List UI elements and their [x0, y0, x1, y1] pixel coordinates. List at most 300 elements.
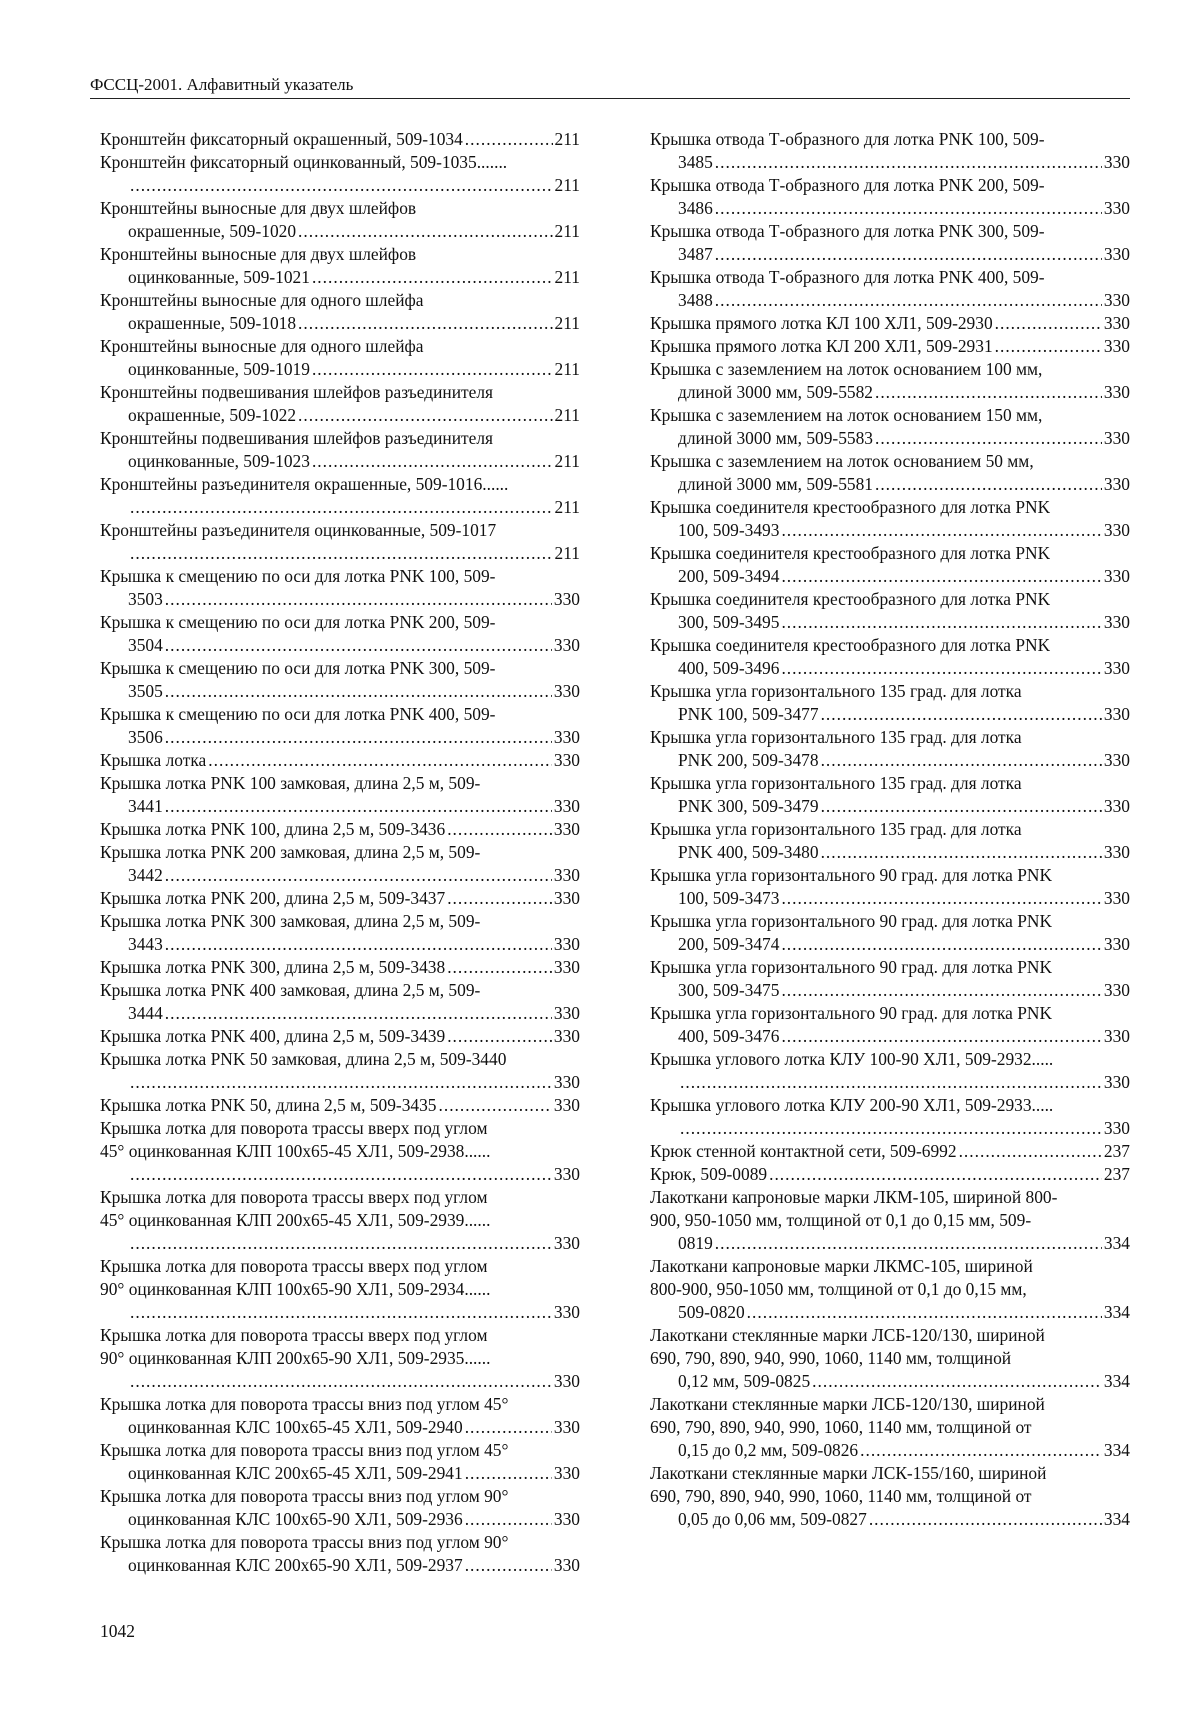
index-entry	[650, 956, 1130, 1002]
entry-text-line: оцинкованная КЛС 100х65-90 ХЛ1, 509-2936	[128, 1509, 463, 1529]
entry-leader-line	[100, 1301, 580, 1324]
entry-text-line: Крышка лотка PNK 300 замковая, длина 2,5 м, 509-	[100, 911, 481, 931]
entry-text-line: 90° оцинкованная КЛП 100х65-90 ХЛ1, 509-2934......	[100, 1279, 491, 1299]
entry-leader-line	[100, 726, 580, 749]
entry-page-ref: 330	[553, 750, 580, 770]
entry-text-line: 300, 509-3475	[678, 980, 780, 1000]
index-entry	[650, 634, 1130, 680]
entry-leader-line	[100, 795, 580, 818]
index-entry	[100, 611, 580, 657]
entry-leader-line	[100, 1554, 580, 1577]
dot-leader	[875, 427, 1102, 450]
entry-text-line: Лакоткани капроновые марки ЛКМ-105, шириной 800-	[650, 1187, 1058, 1207]
index-entry	[650, 496, 1130, 542]
entry-page-ref: 330	[553, 865, 580, 885]
index-entry	[100, 772, 580, 818]
entry-leader-line	[650, 312, 1130, 335]
index-entry	[100, 473, 580, 519]
dot-leader	[680, 1117, 1102, 1140]
index-entry	[650, 818, 1130, 864]
entry-text-line: 690, 790, 890, 940, 990, 1060, 1140 мм, толщиной от	[650, 1486, 1032, 1506]
entry-leader-line	[100, 1508, 580, 1531]
entry-leader-line	[650, 887, 1130, 910]
dot-leader	[165, 726, 552, 749]
entry-page-ref: 330	[553, 1417, 580, 1437]
entry-text-line: Крышка лотка PNK 200 замковая, длина 2,5 м, 509-	[100, 842, 481, 862]
index-entry	[650, 174, 1130, 220]
index-entry	[650, 450, 1130, 496]
entry-page-ref: 211	[554, 175, 580, 195]
entry-page-ref: 211	[554, 497, 580, 517]
entry-text-line: PNK 400, 509-3480	[678, 842, 819, 862]
entry-text-line: Крышка углового лотка КЛУ 200-90 ХЛ1, 509-2933.....	[650, 1095, 1054, 1115]
dot-leader	[130, 496, 553, 519]
entry-text-line: Крышка с заземлением на лоток основанием 150 мм,	[650, 405, 1043, 425]
entry-leader-line	[650, 427, 1130, 450]
entry-page-ref: 330	[553, 1233, 580, 1253]
entry-text-line: 100, 509-3493	[678, 520, 780, 540]
entry-page-ref: 330	[553, 1555, 580, 1575]
index-entry	[100, 1485, 580, 1531]
entry-page-ref: 330	[1103, 290, 1130, 310]
entry-page-ref: 211	[554, 221, 580, 241]
index-entry	[650, 1324, 1130, 1393]
entry-page-ref: 330	[553, 589, 580, 609]
dot-leader	[208, 749, 552, 772]
entry-text-line: Крышка углового лотка КЛУ 100-90 ХЛ1, 509-2932.....	[650, 1049, 1054, 1069]
dot-leader	[781, 933, 1101, 956]
entry-text-line: Крышка лотка для поворота трассы вверх под углом	[100, 1325, 488, 1345]
entry-leader-line	[100, 312, 580, 335]
entry-page-ref: 330	[1103, 244, 1130, 264]
entry-leader-line	[650, 841, 1130, 864]
entry-text-line: Крышка соединителя крестообразного для лотка PNK	[650, 635, 1051, 655]
index-entry	[650, 680, 1130, 726]
entry-page-ref: 211	[554, 313, 580, 333]
entry-text-line: Крышка лотка PNK 200, длина 2,5 м, 509-3437	[100, 888, 446, 908]
entry-text-line: Крышка лотка PNK 400 замковая, длина 2,5 м, 509-	[100, 980, 481, 1000]
entry-page-ref: 330	[553, 681, 580, 701]
entry-text-line: 0,15 до 0,2 мм, 509-0826	[678, 1440, 859, 1460]
entry-text-line: 3486	[678, 198, 713, 218]
index-entry	[100, 956, 580, 979]
entry-text-line: 3444	[128, 1003, 163, 1023]
entry-page-ref: 330	[1103, 313, 1130, 333]
entry-text-line: Крышка угла горизонтального 90 град. для лотка PNK	[650, 911, 1053, 931]
dot-leader	[821, 795, 1102, 818]
index-entry	[100, 703, 580, 749]
entry-page-ref: 330	[1103, 474, 1130, 494]
entry-text-line: Кронштейны подвешивания шлейфов разъединителя	[100, 382, 494, 402]
index-entry	[100, 1324, 580, 1393]
index-entry	[100, 519, 580, 565]
entry-page-ref: 211	[554, 129, 580, 149]
dot-leader	[165, 933, 552, 956]
entry-page-ref: 334	[1103, 1233, 1130, 1253]
entry-text-line: Крышка угла горизонтального 135 град. для лотка	[650, 727, 1022, 747]
index-entry	[650, 358, 1130, 404]
entry-leader-line	[100, 1232, 580, 1255]
dot-leader	[715, 289, 1102, 312]
entry-page-ref: 330	[553, 819, 580, 839]
entry-leader-line	[650, 1025, 1130, 1048]
entry-page-ref: 334	[1103, 1371, 1130, 1391]
entry-page-ref: 330	[553, 1026, 580, 1046]
entry-text-line: Крышка угла горизонтального 90 град. для лотка PNK	[650, 1003, 1053, 1023]
entry-leader-line	[100, 864, 580, 887]
index-entry	[100, 427, 580, 473]
entry-text-line: Крышка отвода Т-образного для лотка PNK 100, 509-	[650, 129, 1045, 149]
entry-leader-line	[650, 565, 1130, 588]
index-entry	[100, 1255, 580, 1324]
entry-page-ref: 330	[553, 957, 580, 977]
entry-text-line: Крышка лотка для поворота трассы вверх под углом	[100, 1187, 488, 1207]
index-entry	[650, 1393, 1130, 1462]
entry-text-line: Кронштейны разъединителя оцинкованные, 509-1017	[100, 520, 497, 540]
dot-leader	[781, 887, 1101, 910]
entry-text-line: окрашенные, 509-1018	[128, 313, 297, 333]
entry-text-line: Крышка лотка PNK 100, длина 2,5 м, 509-3436	[100, 819, 446, 839]
dot-leader	[130, 1071, 552, 1094]
index-entry	[650, 1186, 1130, 1255]
entry-text-line: Кронштейны выносные для двух шлейфов	[100, 198, 417, 218]
index-column-right	[650, 128, 1130, 1531]
entry-text-line: Крышка лотка для поворота трассы вверх под углом	[100, 1256, 488, 1276]
index-entry	[650, 220, 1130, 266]
entry-page-ref: 330	[1103, 1026, 1130, 1046]
entry-text-line: Кронштейн фиксаторный оцинкованный, 509-1035.......	[100, 152, 508, 172]
entry-page-ref: 334	[1103, 1440, 1130, 1460]
entry-page-ref: 330	[1103, 520, 1130, 540]
dot-leader	[465, 1416, 552, 1439]
entry-leader-line	[100, 1416, 580, 1439]
entry-leader-line	[100, 358, 580, 381]
entry-leader-line	[650, 1117, 1130, 1140]
entry-text-line: Крышка лотка PNK 50 замковая, длина 2,5 м, 509-3440	[100, 1049, 507, 1069]
entry-leader-line	[650, 519, 1130, 542]
dot-leader	[821, 841, 1102, 864]
entry-text-line: Крышка угла горизонтального 135 град. для лотка	[650, 681, 1022, 701]
entry-text-line: Лакоткани стеклянные марки ЛСБ-120/130, шириной	[650, 1394, 1045, 1414]
entry-leader-line	[100, 174, 580, 197]
entry-text-line: 3485	[678, 152, 713, 172]
entry-page-ref: 330	[1103, 612, 1130, 632]
dot-leader	[821, 703, 1102, 726]
dot-leader	[781, 519, 1101, 542]
entry-leader-line	[100, 1163, 580, 1186]
entry-text-line: Крышка соединителя крестообразного для лотка PNK	[650, 589, 1051, 609]
dot-leader	[465, 128, 553, 151]
dot-leader	[995, 335, 1102, 358]
index-entry	[100, 979, 580, 1025]
dot-leader	[165, 1002, 552, 1025]
index-entry	[650, 910, 1130, 956]
entry-text-line: длиной 3000 мм, 509-5582	[678, 382, 873, 402]
index-entry	[100, 565, 580, 611]
entry-text-line: 3506	[128, 727, 163, 747]
dot-leader	[447, 1025, 552, 1048]
entry-text-line: 3442	[128, 865, 163, 885]
index-entry	[650, 864, 1130, 910]
index-entry	[650, 1255, 1130, 1324]
dot-leader	[781, 611, 1101, 634]
entry-leader-line	[100, 450, 580, 473]
entry-leader-line	[650, 151, 1130, 174]
entry-text-line: 3505	[128, 681, 163, 701]
index-entry	[100, 381, 580, 427]
entry-text-line: окрашенные, 509-1022	[128, 405, 297, 425]
entry-page-ref: 330	[1103, 934, 1130, 954]
entry-text-line: Крышка угла горизонтального 90 град. для лотка PNK	[650, 957, 1053, 977]
entry-leader-line	[100, 1025, 580, 1048]
index-entry	[650, 772, 1130, 818]
entry-text-line: 0819	[678, 1233, 713, 1253]
entry-text-line: 3488	[678, 290, 713, 310]
entry-text-line: 400, 509-3496	[678, 658, 780, 678]
entry-text-line: Крышка соединителя крестообразного для лотка PNK	[650, 543, 1051, 563]
entry-text-line: 45° оцинкованная КЛП 100х65-45 ХЛ1, 509-2938......	[100, 1141, 491, 1161]
entry-page-ref: 211	[554, 405, 580, 425]
index-entry	[650, 1002, 1130, 1048]
index-entry	[100, 243, 580, 289]
index-entry	[650, 542, 1130, 588]
entry-leader-line	[650, 473, 1130, 496]
entry-page-ref: 237	[1103, 1164, 1130, 1184]
index-entry	[100, 887, 580, 910]
entry-page-ref: 211	[554, 543, 580, 563]
entry-text-line: Крышка лотка PNK 100 замковая, длина 2,5 м, 509-	[100, 773, 481, 793]
entry-text-line: Крышка лотка для поворота трассы вниз под углом 90°	[100, 1532, 509, 1552]
entry-leader-line	[100, 1094, 580, 1117]
entry-page-ref: 330	[1103, 1072, 1130, 1092]
entry-page-ref: 330	[553, 1463, 580, 1483]
entry-page-ref: 237	[1103, 1141, 1130, 1161]
index-entry	[100, 289, 580, 335]
entry-text-line: Кронштейны выносные для одного шлейфа	[100, 290, 424, 310]
entry-text-line: Крышка прямого лотка КЛ 100 ХЛ1, 509-2930	[650, 313, 993, 333]
entry-leader-line	[100, 818, 580, 841]
dot-leader	[875, 473, 1102, 496]
entry-page-ref: 330	[553, 888, 580, 908]
dot-leader	[130, 1232, 552, 1255]
index-entry	[100, 335, 580, 381]
entry-text-line: Кронштейны разъединителя окрашенные, 509-1016......	[100, 474, 509, 494]
index-entry	[650, 1094, 1130, 1140]
entry-text-line: Крышка к смещению по оси для лотка PNK 200, 509-	[100, 612, 496, 632]
entry-page-ref: 330	[1103, 980, 1130, 1000]
dot-leader	[680, 1071, 1102, 1094]
entry-page-ref: 330	[553, 1509, 580, 1529]
entry-text-line: оцинкованная КЛС 200х65-90 ХЛ1, 509-2937	[128, 1555, 463, 1575]
dot-leader	[130, 1301, 552, 1324]
entry-page-ref: 330	[1103, 842, 1130, 862]
entry-leader-line	[100, 404, 580, 427]
entry-text-line: 400, 509-3476	[678, 1026, 780, 1046]
dot-leader	[439, 1094, 552, 1117]
index-entry	[100, 1048, 580, 1094]
entry-text-line: Крышка лотка для поворота трассы вверх под углом	[100, 1118, 488, 1138]
entry-page-ref: 330	[1103, 750, 1130, 770]
entry-leader-line	[650, 933, 1130, 956]
dot-leader	[781, 565, 1101, 588]
entry-text-line: Кронштейны выносные для одного шлейфа	[100, 336, 424, 356]
entry-text-line: 900, 950-1050 мм, толщиной от 0,1 до 0,15 мм, 509-	[650, 1210, 1032, 1230]
entry-leader-line	[100, 933, 580, 956]
entry-text-line: оцинкованные, 509-1019	[128, 359, 310, 379]
dot-leader	[447, 956, 552, 979]
entry-leader-line	[650, 1439, 1130, 1462]
index-entry	[650, 404, 1130, 450]
entry-text-line: длиной 3000 мм, 509-5581	[678, 474, 873, 494]
entry-text-line: Крышка лотка PNK 400, длина 2,5 м, 509-3439	[100, 1026, 446, 1046]
index-entry	[650, 312, 1130, 335]
dot-leader	[130, 542, 553, 565]
entry-leader-line	[100, 1002, 580, 1025]
index-entry	[100, 1186, 580, 1255]
entry-text-line: оцинкованная КЛС 100х65-45 ХЛ1, 509-2940	[128, 1417, 463, 1437]
entry-page-ref: 211	[554, 451, 580, 471]
entry-text-line: 3504	[128, 635, 163, 655]
entry-text-line: Крышка лотка для поворота трассы вниз под углом 90°	[100, 1486, 509, 1506]
entry-leader-line	[650, 1071, 1130, 1094]
entry-text-line: Крышка прямого лотка КЛ 200 ХЛ1, 509-2931	[650, 336, 993, 356]
entry-page-ref: 330	[553, 727, 580, 747]
entry-page-ref: 330	[1103, 152, 1130, 172]
dot-leader	[747, 1301, 1102, 1324]
dot-leader	[860, 1439, 1102, 1462]
entry-page-ref: 330	[1103, 796, 1130, 816]
entry-text-line: 3487	[678, 244, 713, 264]
dot-leader	[130, 174, 553, 197]
dot-leader	[465, 1508, 552, 1531]
entry-page-ref: 334	[1103, 1509, 1130, 1529]
entry-text-line: Лакоткани стеклянные марки ЛСБ-120/130, шириной	[650, 1325, 1045, 1345]
running-header	[90, 72, 1130, 99]
entry-leader-line	[650, 1140, 1130, 1163]
dot-leader	[165, 864, 552, 887]
entry-leader-line	[650, 703, 1130, 726]
entry-page-ref: 211	[554, 267, 580, 287]
dot-leader	[447, 887, 552, 910]
entry-text-line: 690, 790, 890, 940, 990, 1060, 1140 мм, толщиной от	[650, 1417, 1032, 1437]
entry-text-line: 3503	[128, 589, 163, 609]
entry-page-ref: 330	[1103, 1118, 1130, 1138]
entry-text-line: 509-0820	[678, 1302, 745, 1322]
entry-page-ref: 211	[554, 359, 580, 379]
dot-leader	[130, 1370, 552, 1393]
dot-leader	[781, 979, 1101, 1002]
entry-leader-line	[650, 1232, 1130, 1255]
entry-text-line: Крышка угла горизонтального 90 град. для лотка PNK	[650, 865, 1053, 885]
entry-text-line: Крышка угла горизонтального 135 град. для лотка	[650, 773, 1022, 793]
index-entry	[100, 910, 580, 956]
entry-text-line: Лакоткани капроновые марки ЛКМС-105, шириной	[650, 1256, 1033, 1276]
entry-page-ref: 330	[1103, 382, 1130, 402]
entry-page-ref: 330	[1103, 658, 1130, 678]
index-entry	[100, 1117, 580, 1186]
dot-leader	[875, 381, 1102, 404]
entry-leader-line	[100, 1071, 580, 1094]
entry-leader-line	[650, 197, 1130, 220]
entry-page-ref: 330	[553, 1371, 580, 1391]
entry-text-line: PNK 300, 509-3479	[678, 796, 819, 816]
index-entry	[100, 1439, 580, 1485]
entry-leader-line	[100, 220, 580, 243]
entry-page-ref: 330	[553, 1164, 580, 1184]
entry-text-line: 0,12 мм, 509-0825	[678, 1371, 811, 1391]
dot-leader	[812, 1370, 1102, 1393]
entry-text-line: Крюк, 509-0089	[650, 1164, 768, 1184]
entry-text-line: длиной 3000 мм, 509-5583	[678, 428, 873, 448]
entry-leader-line	[100, 496, 580, 519]
entry-text-line: Кронштейны подвешивания шлейфов разъединителя	[100, 428, 494, 448]
index-entry	[100, 818, 580, 841]
entry-text-line: Крышка с заземлением на лоток основанием 50 мм,	[650, 451, 1034, 471]
entry-leader-line	[650, 289, 1130, 312]
entry-leader-line	[650, 1301, 1130, 1324]
entry-text-line: 3441	[128, 796, 163, 816]
entry-text-line: Крышка к смещению по оси для лотка PNK 400, 509-	[100, 704, 496, 724]
entry-page-ref: 330	[553, 635, 580, 655]
dot-leader	[312, 266, 553, 289]
entry-text-line: Крышка с заземлением на лоток основанием 100 мм,	[650, 359, 1043, 379]
entry-text-line: 100, 509-3473	[678, 888, 780, 908]
entry-leader-line	[100, 588, 580, 611]
entry-text-line: Крышка отвода Т-образного для лотка PNK 400, 509-	[650, 267, 1045, 287]
entry-text-line: оцинкованные, 509-1021	[128, 267, 310, 287]
index-entry	[650, 335, 1130, 358]
dot-leader	[298, 220, 553, 243]
entry-page-ref: 330	[1103, 336, 1130, 356]
dot-leader	[465, 1554, 552, 1577]
entry-page-ref: 330	[1103, 704, 1130, 724]
entry-text-line: Крышка лотка для поворота трассы вниз под углом 45°	[100, 1440, 509, 1460]
entry-text-line: Крышка к смещению по оси для лотка PNK 100, 509-	[100, 566, 496, 586]
entry-text-line: Крышка лотка PNK 50, длина 2,5 м, 509-3435	[100, 1095, 437, 1115]
entry-page-ref: 330	[1103, 566, 1130, 586]
index-entry	[100, 1025, 580, 1048]
entry-leader-line	[650, 1163, 1130, 1186]
entry-text-line: окрашенные, 509-1020	[128, 221, 297, 241]
entry-leader-line	[650, 611, 1130, 634]
entry-page-ref: 330	[553, 934, 580, 954]
entry-page-ref: 330	[553, 1072, 580, 1092]
index-entry	[650, 1048, 1130, 1094]
entry-leader-line	[100, 749, 580, 772]
entry-text-line: Крышка лотка для поворота трассы вниз под углом 45°	[100, 1394, 509, 1414]
entry-leader-line	[650, 749, 1130, 772]
dot-leader	[312, 450, 553, 473]
index-entry	[100, 1531, 580, 1577]
dot-leader	[165, 680, 552, 703]
entry-page-ref: 330	[1103, 198, 1130, 218]
entry-leader-line	[100, 887, 580, 910]
entry-text-line: Крышка угла горизонтального 135 град. для лотка	[650, 819, 1022, 839]
page-number: 1042	[100, 1621, 135, 1641]
entry-leader-line	[100, 542, 580, 565]
dot-leader	[769, 1163, 1102, 1186]
index-entry	[650, 588, 1130, 634]
entry-leader-line	[100, 1462, 580, 1485]
dot-leader	[781, 657, 1101, 680]
entry-text-line: 200, 509-3474	[678, 934, 780, 954]
entry-text-line: оцинкованная КЛС 200х65-45 ХЛ1, 509-2941	[128, 1463, 463, 1483]
entry-leader-line	[100, 634, 580, 657]
dot-leader	[715, 197, 1102, 220]
entry-text-line: Крышка соединителя крестообразного для лотка PNK	[650, 497, 1051, 517]
entry-text-line: PNK 200, 509-3478	[678, 750, 819, 770]
entry-leader-line	[100, 956, 580, 979]
